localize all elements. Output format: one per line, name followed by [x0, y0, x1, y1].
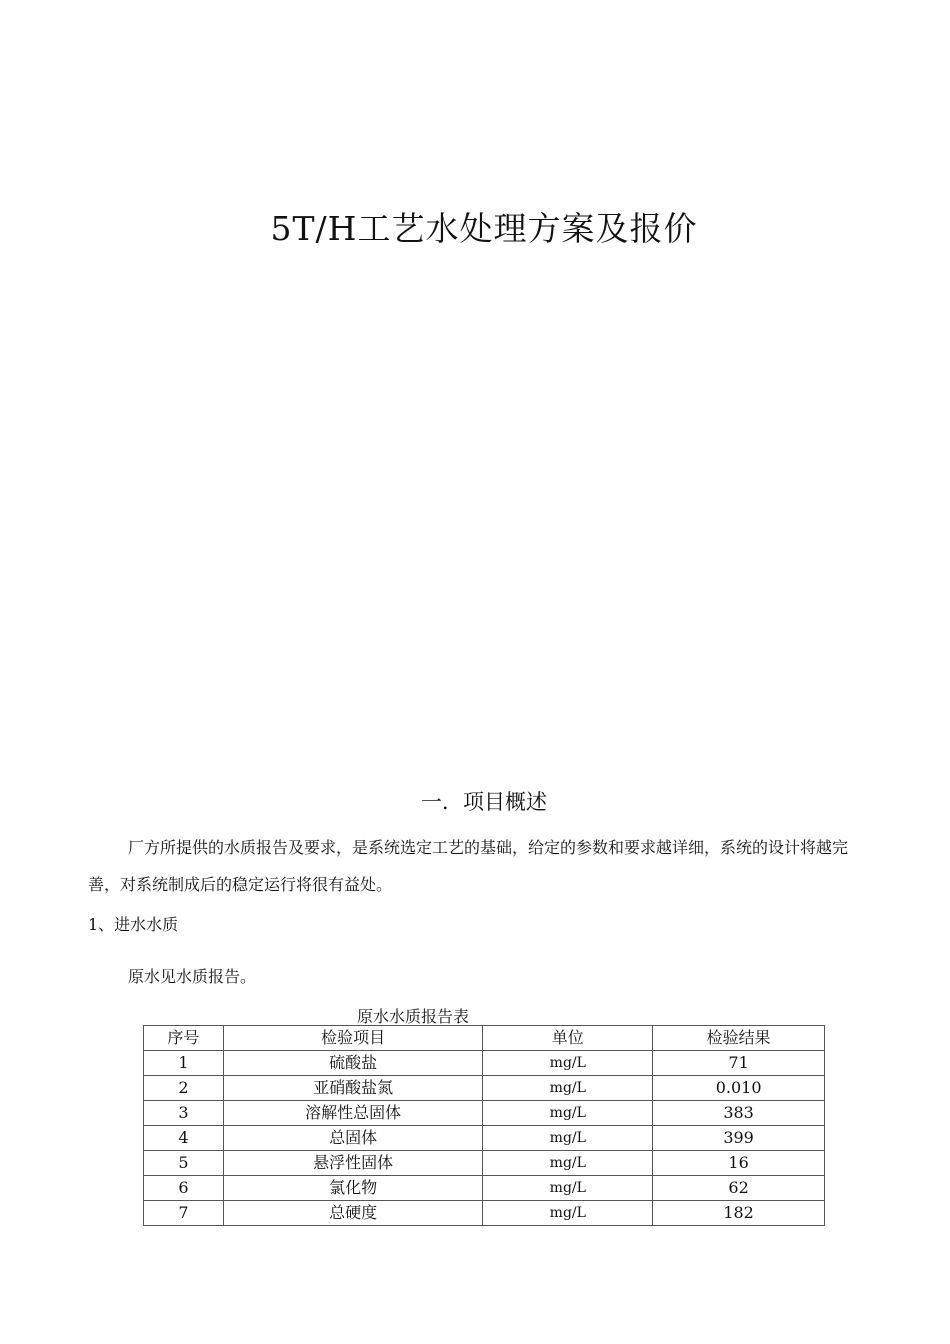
- table-row: [144, 1076, 825, 1101]
- cell-no: 4: [144, 1126, 224, 1151]
- table-caption: 原水水质报告表: [357, 1007, 470, 1026]
- cell-unit: mg/L: [483, 1176, 653, 1201]
- table-row: [144, 1126, 825, 1151]
- section-heading: 一．项目概述: [421, 790, 547, 814]
- cell-unit: mg/L: [483, 1126, 653, 1151]
- cell-no: 6: [144, 1176, 224, 1201]
- cell-result: 62: [653, 1176, 825, 1201]
- cell-item: 硫酸盐: [223, 1051, 483, 1076]
- header-no: 序号: [144, 1026, 224, 1051]
- cell-result: 383: [653, 1101, 825, 1126]
- cell-unit: mg/L: [483, 1076, 653, 1101]
- table-row: [144, 1101, 825, 1126]
- cell-item: 总硬度: [223, 1201, 483, 1226]
- cell-unit: mg/L: [483, 1101, 653, 1126]
- cell-result: 71: [653, 1051, 825, 1076]
- cell-item: 溶解性总固体: [223, 1101, 483, 1126]
- document-title: 5T/H工艺水处理方案及报价: [270, 209, 698, 248]
- cell-result: 0.010: [653, 1076, 825, 1101]
- cell-result: 182: [653, 1201, 825, 1226]
- cell-result: 399: [653, 1126, 825, 1151]
- cell-no: 7: [144, 1201, 224, 1226]
- table-row: [144, 1151, 825, 1176]
- cell-item: 氯化物: [223, 1176, 483, 1201]
- cell-item: 总固体: [223, 1126, 483, 1151]
- cell-no: 2: [144, 1076, 224, 1101]
- header-unit: 单位: [483, 1026, 653, 1051]
- cell-item: 悬浮性固体: [223, 1151, 483, 1176]
- table-header-row: [144, 1026, 825, 1051]
- cell-unit: mg/L: [483, 1051, 653, 1076]
- cell-item: 亚硝酸盐氮: [223, 1076, 483, 1101]
- subheading-inflow-quality: 1、进水水质: [88, 915, 179, 934]
- header-result: 检验结果: [653, 1026, 825, 1051]
- intro-paragraph: 厂方所提供的水质报告及要求，是系统选定工艺的基础，给定的参数和要求越详细，系统的设计将越完善，对系统制成后的稳定运行将很有益处。: [88, 838, 849, 894]
- table-row: [144, 1176, 825, 1201]
- cell-unit: mg/L: [483, 1151, 653, 1176]
- cell-no: 3: [144, 1101, 224, 1126]
- header-item: 检验项目: [223, 1026, 483, 1051]
- cell-no: 1: [144, 1051, 224, 1076]
- cell-unit: mg/L: [483, 1201, 653, 1226]
- cell-result: 16: [653, 1151, 825, 1176]
- water-quality-table: [143, 1025, 825, 1226]
- table-row: [144, 1051, 825, 1076]
- note-raw-water: 原水见水质报告。: [128, 967, 257, 986]
- table-row: [144, 1201, 825, 1226]
- cell-no: 5: [144, 1151, 224, 1176]
